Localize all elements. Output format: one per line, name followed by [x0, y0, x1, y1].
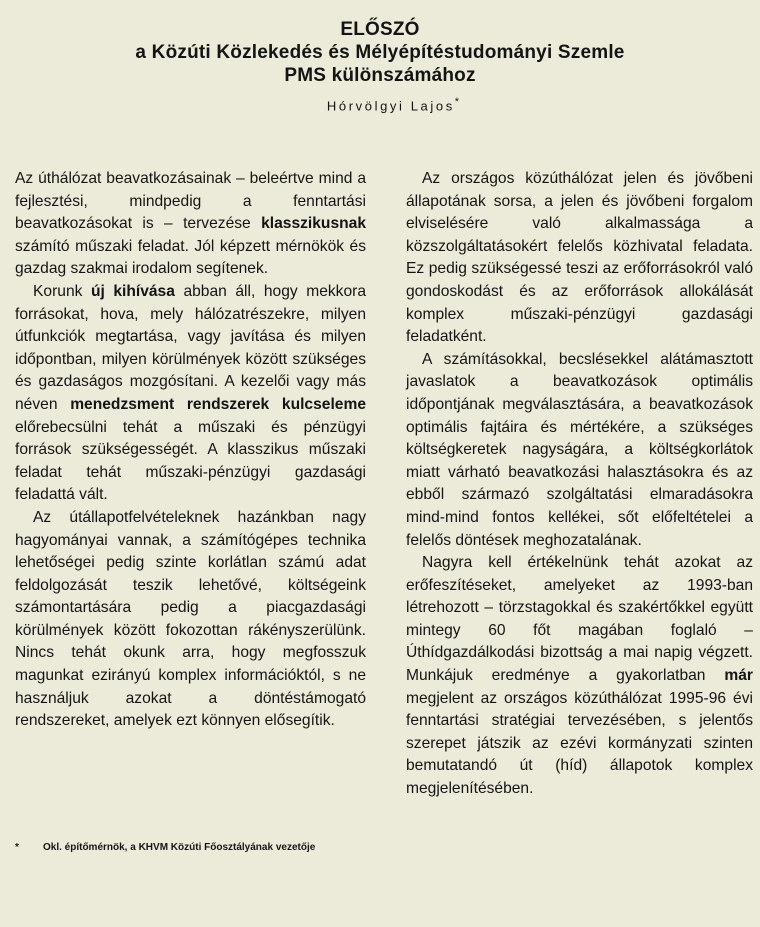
left-p2-text-e: előrebecsülni tehát a műszaki és pénzügyi források szükségességét. A klasszikus műszaki feladat tehát műszaki-pénzügyi gazdasági feladattá vált.	[15, 418, 366, 504]
left-p2-emphasis-1: új kihívása	[90, 282, 175, 300]
author-line	[0, 96, 760, 113]
article-header	[0, 18, 760, 113]
right-paragraph-1: Az országos közúthálózat jelen és jövőbeni állapotának sorsa, a jelen és jövőbeni forgalom elviselésére való alkalmassága a közszolgáltatásokért felelős közhivatal feladata. Ez pedig szükségessé teszi az erőforrásokról való gondoskodást és az erőforrások allokálását komplex műszaki-pénzügyi gazdasági feladatként.	[406, 170, 753, 346]
right-p3-text-a: Nagyra kell értékelnünk tehát azokat az erőfeszítéseket, amelyeket az 1993-ban létrehozott – törzstagokkal és szakértőkkel együtt mintegy 60 főt magában foglaló – Úthídgazdálkodási bizottság a mai napig végzett. Munkájuk eredménye a gyakorlatban	[406, 554, 753, 685]
left-paragraph-3: Az útállapotfelvételeknek hazánkban nagy hagyományai vannak, a számítógépes technika lehetőségei pedig szinte korlátlan számú adat feldolgozását teszik lehetővé, költségeink számontartására pedig a piacgazdasági körülmények között fokozottan rákényszerülünk. Nincs tehát okunk arra, hogy megfosszuk magunkat ezirányú komplex információktól, s ne használjuk azokat a döntéstámogató rendszereket, amelyek ezt könnyen elősegítik.	[15, 508, 366, 730]
left-p1-text-a: Az úthálózat beavatkozásainak – beleértve mind a fejlesztési, mindpedig a fenntartási beavatkozásokat is – tervezése	[15, 170, 366, 233]
footnote-mark: *	[15, 842, 19, 853]
left-p2-emphasis-2: menedzsment rendszerek kulcseleme	[70, 395, 366, 413]
title-line-2: a Közúti Közlekedés és Mélyépítéstudományi Szemle	[135, 42, 625, 63]
left-p1-emphasis: klasszikusnak	[261, 215, 366, 233]
left-paragraph-1	[15, 168, 366, 281]
right-column	[406, 168, 753, 801]
title-line-3: PMS különszámához	[284, 65, 476, 86]
footnote	[15, 841, 375, 855]
right-p3-text-c: megjelent az országos közúthálózat 1995-96 évi fenntartási stratégiai tervezésében, s jelentős szerepet játszik az ezévi kormányzati szinten bemutatandó út (híd) állapotok komplex megjelenítésében.	[406, 689, 753, 798]
author-name: Hórvölgyi Lajos	[326, 98, 455, 114]
right-p3-emphasis: már	[724, 667, 753, 685]
author-footnote-mark: *	[454, 96, 460, 108]
left-p1-text-c: számító műszaki feladat. Jól képzett mérnökök és gazdag szakmai irodalom segítenek.	[15, 237, 366, 278]
left-paragraph-2	[15, 281, 366, 507]
left-column	[15, 168, 366, 733]
right-paragraph-2: A számításokkal, becslésekkel alátámasztott javaslatok a beavatkozások optimális időpontjának megválasztására, a beavatkozások optimális fajtáira és mértékére, a szükséges költségkeretek nagyságára, a költségkorlátok miatt várható beavatkozási halasztásokra és az ebből származó szolgáltatási elmaradásokra mind-mind fontos kellékei, sőt előfeltételei a felelős döntések meghozatalának.	[406, 350, 753, 549]
title-line-1: ELŐSZÓ	[340, 19, 420, 40]
left-p2-text-c: abban áll, hogy mekkora forrásokat, hova, mely hálózatrészekre, milyen útfunkciók megtartása, vagy javítása és milyen időpontban, milyen körülmények között szükséges és gazdaságos mozgósítani. A kezelői vagy más néven	[15, 282, 366, 413]
left-p2-text-a: Korunk	[33, 282, 91, 300]
right-paragraph-3	[406, 552, 753, 801]
footnote-text: Okl. építőmérnök, a KHVM Közúti Főosztályának vezetője	[43, 842, 316, 853]
